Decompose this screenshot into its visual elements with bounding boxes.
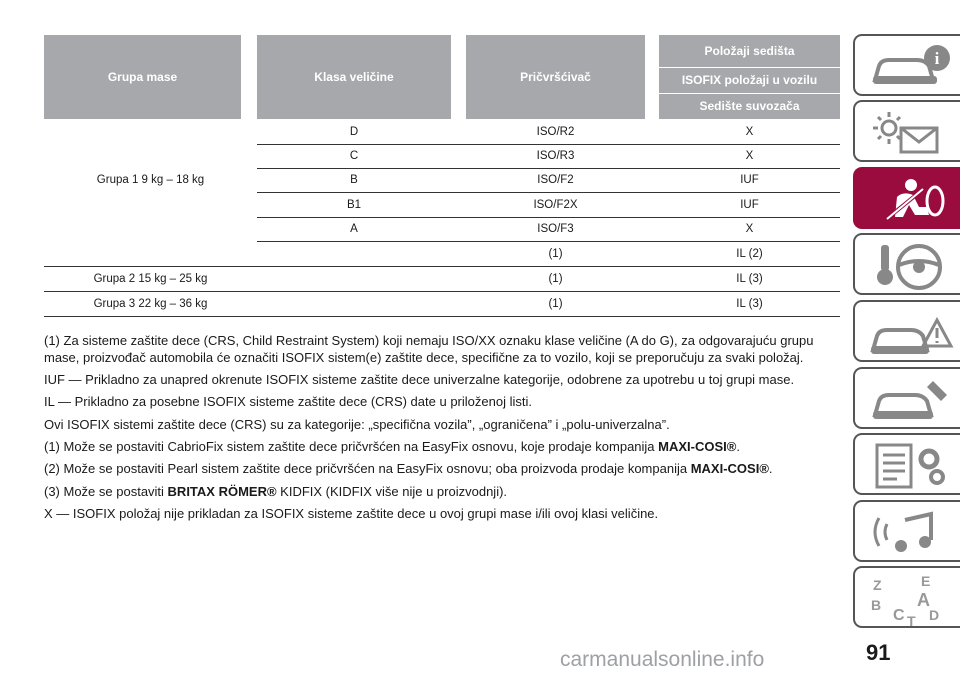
multimedia-note-icon <box>867 506 957 560</box>
tab-starting-driving[interactable] <box>853 233 960 295</box>
row-divider <box>257 241 840 242</box>
header-fixture: Pričvršćivač <box>466 35 645 119</box>
group-2-label: Grupa 2 15 kg – 25 kg <box>93 272 208 285</box>
table-row-size <box>257 291 451 316</box>
watermark: carmanualsonline.info <box>560 648 765 671</box>
row-divider <box>257 168 840 169</box>
table-row-value: X <box>745 223 754 235</box>
svg-text:D: D <box>929 607 940 623</box>
row-divider <box>44 316 840 317</box>
row-divider <box>44 266 840 267</box>
note-2: (2) Može se postaviti Pearl sistem zaštite dece pričvršćen na EasyFix osnovu; oba proizvoda prodaje kompanija MAXI-COSI®. <box>44 461 773 477</box>
svg-text:A: A <box>917 590 930 610</box>
table-row-size <box>257 241 451 266</box>
car-info-icon <box>867 40 957 94</box>
tab-technical-data[interactable] <box>853 433 960 495</box>
car-service-icon <box>867 373 957 427</box>
table-row-value: X <box>745 150 754 162</box>
svg-text:i: i <box>934 49 940 68</box>
note-3: (3) Može se postaviti BRITAX RÖMER® KIDFIX (KIDFIX više nije u proizvodnji). <box>44 483 508 499</box>
tab-safety[interactable] <box>853 167 960 229</box>
table-row-value: IUF <box>740 174 759 186</box>
row-divider <box>257 217 840 218</box>
table-row-fixture: (1) <box>548 272 563 285</box>
group-1-label: Grupa 1 9 kg – 18 kg <box>96 174 205 186</box>
specs-gear-icon <box>867 439 957 493</box>
tab-maintenance[interactable] <box>853 367 960 429</box>
table-row-fixture: ISO/F3 <box>537 223 574 235</box>
warning-light-mail-icon <box>867 106 957 160</box>
header-group: Grupa mase <box>44 35 241 119</box>
table-row-size: A <box>350 223 358 235</box>
tab-emergency[interactable] <box>853 300 960 362</box>
table-row-value: IUF <box>740 198 759 211</box>
table-row-fixture: (1) <box>548 247 563 260</box>
note-categories: Ovi ISOFIX sistemi zaštite dece (CRS) su za kategorije: „specifična vozila”, „ograničena” i „polu-univerzalna”. <box>44 416 670 432</box>
tab-index[interactable] <box>853 566 960 628</box>
group-3-label: Grupa 3 22 kg – 36 kg <box>93 297 208 310</box>
header-passenger-seat: Sedište suvozača <box>659 93 840 119</box>
table-row-fixture: ISO/R2 <box>536 125 575 138</box>
row-divider <box>257 144 840 145</box>
row-divider <box>257 192 840 193</box>
table-row-fixture: ISO/F2 <box>537 174 574 186</box>
svg-text:B: B <box>871 597 882 613</box>
svg-text:E: E <box>921 573 931 589</box>
note-iuf: IUF — Prikladno za unapred okrenute ISOFIX sisteme zaštite dece univerzalne kategorije, odobrene za upotrebu u toj grupi mase. <box>44 372 795 388</box>
table-row-fixture: ISO/R3 <box>536 150 575 162</box>
header-isofix-positions: ISOFIX položaji u vozilu <box>659 67 840 93</box>
note-x: X — ISOFIX položaj nije prikladan za ISOFIX sisteme zaštite dece u ovoj grupi mase i/ili ovoj klasi veličine. <box>44 505 659 521</box>
note-1: (1) Može se postaviti CabrioFix sistem zaštite dece pričvršćen na EasyFix osnovu, koje prodaje kompanija MAXI-COSI®. <box>44 438 740 454</box>
key-steering-wheel-icon <box>867 239 957 293</box>
table-row-size: B <box>350 174 358 186</box>
row-divider <box>44 291 840 292</box>
svg-text:T: T <box>907 613 916 626</box>
table-row-size <box>257 266 451 291</box>
alphabet-index-icon <box>867 572 957 626</box>
note-il: IL — Prikladno za posebne ISOFIX sisteme zaštite dece (CRS) date u priloženoj listi. <box>44 394 532 410</box>
header-size-class: Klasa veličine <box>257 35 451 119</box>
footnotes <box>44 333 844 528</box>
table-row-value: X <box>745 125 754 138</box>
svg-text:Z: Z <box>873 577 882 593</box>
svg-text:C: C <box>893 607 905 624</box>
car-accident-icon <box>867 306 957 360</box>
table-row-size: C <box>349 150 359 162</box>
header-positions: Položaji sedišta <box>659 35 840 67</box>
table-row-value: IL (3) <box>736 297 763 310</box>
table-row-size: D <box>349 125 359 138</box>
tab-car-info[interactable] <box>853 34 960 96</box>
page-number: 91 <box>866 640 891 665</box>
seatbelt-airbag-icon <box>867 173 957 227</box>
table-row-fixture: ISO/F2X <box>533 198 578 211</box>
table-row-size: B1 <box>346 198 362 211</box>
table-row-value: IL (3) <box>736 272 763 285</box>
isofix-table <box>44 35 840 317</box>
note-crs: (1) Za sisteme zaštite dece (CRS, Child Restraint System) koji nemaju ISO/XX oznaku klase veličine (A do G), za odgovarajuću grupu mase, proizvođač automobila će označiti ISOFIX sistem(e) zaštite dece, specifične za to vozilo, koji se preporučuju za svaki položaj. <box>44 333 814 365</box>
tab-warning-lights[interactable] <box>853 100 960 162</box>
table-row-value: IL (2) <box>736 247 763 260</box>
table-row-fixture: (1) <box>548 297 563 310</box>
tab-multimedia[interactable] <box>853 500 960 562</box>
